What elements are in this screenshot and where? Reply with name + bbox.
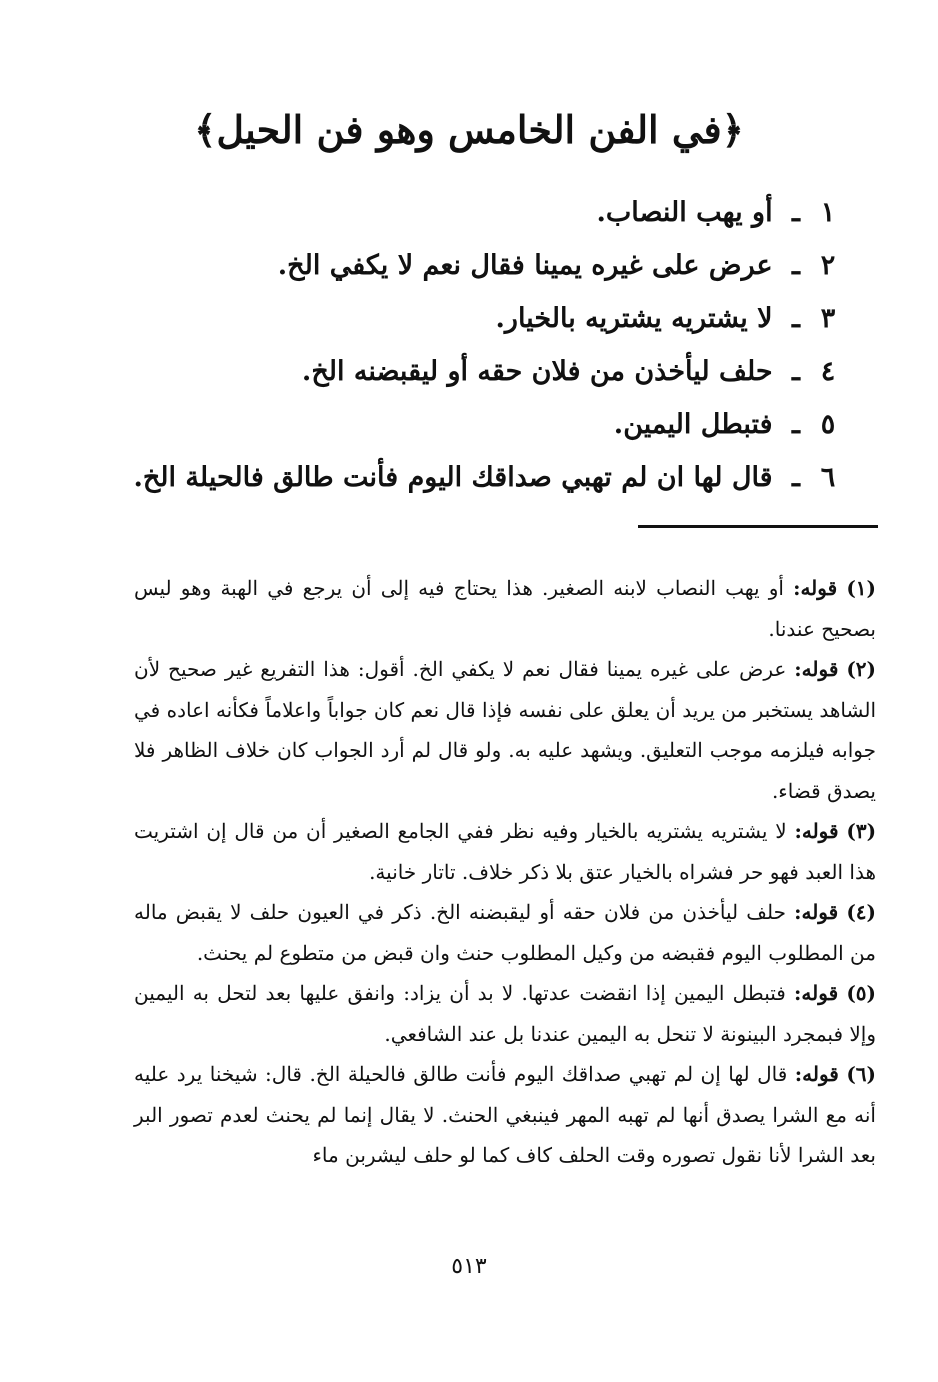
- heading-item: [126, 345, 846, 398]
- heading-text: عرض على غيره يمينا فقال نعم لا يكفي الخ.: [277, 250, 773, 281]
- footnote-keyword: قوله:: [793, 576, 838, 600]
- page-number: ٥١٣: [451, 1254, 487, 1279]
- heading-text: لا يشتريه يشتريه بالخيار.: [495, 303, 773, 334]
- footnote-number: (١): [846, 576, 876, 600]
- heading-item: [126, 239, 846, 292]
- heading-number: ٤: [820, 356, 836, 387]
- footnote: [134, 973, 876, 1054]
- section-title: ﴿في الفن الخامس وهو فن الحيل﴾: [194, 107, 744, 152]
- footnote-keyword: قوله:: [794, 1062, 839, 1086]
- footnote-keyword: قوله:: [794, 900, 839, 924]
- footnote-separator: [638, 525, 878, 528]
- heading-number: ٢: [820, 250, 836, 281]
- heading-text: حلف ليأخذن من فلان حقه أو ليقبضنه الخ.: [301, 356, 773, 387]
- heading-text: قال لها ان لم تهبي صداقك اليوم فأنت طالق فالحيلة الخ.: [133, 462, 773, 493]
- heading-dash: ـ: [792, 250, 800, 281]
- heading-dash: ـ: [792, 356, 800, 387]
- footnote: [134, 649, 876, 811]
- footnote-text: عرض على غيره يمينا فقال نعم لا يكفي الخ. أقول: هذا التفريع غير صحيح لأن الشاهد يستخبر من يريد أن يعلق على نفسه فإذا قال نعم كان جواباً واعلاماً فكأنه اعاده في جوابه فيلزمه موجب التعليق. ويشهد عليه به. ولو قال لم أرد الجواب كان خلاف الظاهر فلا يصدق قضاء.: [134, 657, 876, 803]
- footnote-text: لا يشتريه يشتريه بالخيار وفيه نظر ففي الجامع الصغير أن من قال إن اشتريت هذا العبد فهو حر فشراه بالخيار عتق بلا ذكر خلاف. تاتار خانية.: [134, 819, 876, 884]
- heading-dash: ـ: [792, 303, 800, 334]
- heading-text: فتبطل اليمين.: [613, 409, 773, 440]
- heading-text: أو يهب النصاب.: [596, 197, 773, 228]
- footnote-text: أو يهب النصاب لابنه الصغير. هذا يحتاج فيه إلى أن يرجع في الهبة وهو ليس بصحيح عندنا.: [134, 576, 876, 641]
- footnote-keyword: قوله:: [794, 819, 839, 843]
- heading-number: ٦: [820, 462, 836, 493]
- footnote-number: (٢): [846, 657, 877, 681]
- footnote-keyword: قوله:: [794, 657, 839, 681]
- footnote-number: (٥): [846, 981, 876, 1005]
- footnote-keyword: قوله:: [794, 981, 839, 1005]
- footnote: [134, 568, 876, 649]
- footnote-number: (٣): [846, 819, 877, 843]
- footnote-number: (٤): [846, 900, 876, 924]
- footnote-text: فتبطل اليمين إذا انقضت عدتها. لا بد أن يزاد: وانفق عليها بعد لتحل به اليمين وإلا فبمجرد البينونة لا تنحل به اليمين عندنا بل عند الشافعي.: [134, 981, 876, 1046]
- footnote-number: (٦): [846, 1062, 876, 1086]
- heading-number: ٥: [820, 409, 836, 440]
- heading-dash: ـ: [792, 462, 800, 493]
- headings-list: [126, 186, 846, 504]
- heading-item: [126, 451, 846, 504]
- heading-dash: ـ: [792, 409, 800, 440]
- footnote: [134, 811, 876, 892]
- heading-item: [126, 292, 846, 345]
- footnotes: [134, 568, 876, 1176]
- heading-number: ٣: [820, 303, 836, 334]
- footnote: [134, 1054, 876, 1176]
- footnote-text: حلف ليأخذن من فلان حقه أو ليقبضنه الخ. ذكر في العيون حلف لا يقبض ماله من المطلوب اليوم فقبضه من وكيل المطلوب حنث وان قبض من متطوع لم يحنث.: [134, 900, 876, 965]
- footnote-text: قال لها إن لم تهبي صداقك اليوم فأنت طالق فالحيلة الخ. قال: شيخنا يرد عليه أنه مع الشرا يصدق أنها لم تهبه المهر فينبغي الحنث. لا يقال إنما لم يحنث لعدم تصور البر بعد الشرا لأنا نقول تصوره وقت الحلف كاف كما لو حلف ليشربن ماء: [134, 1062, 876, 1167]
- footnote: [134, 892, 876, 973]
- heading-number: ١: [820, 197, 836, 228]
- heading-dash: ـ: [792, 197, 800, 228]
- heading-item: [126, 398, 846, 451]
- heading-item: [126, 186, 846, 239]
